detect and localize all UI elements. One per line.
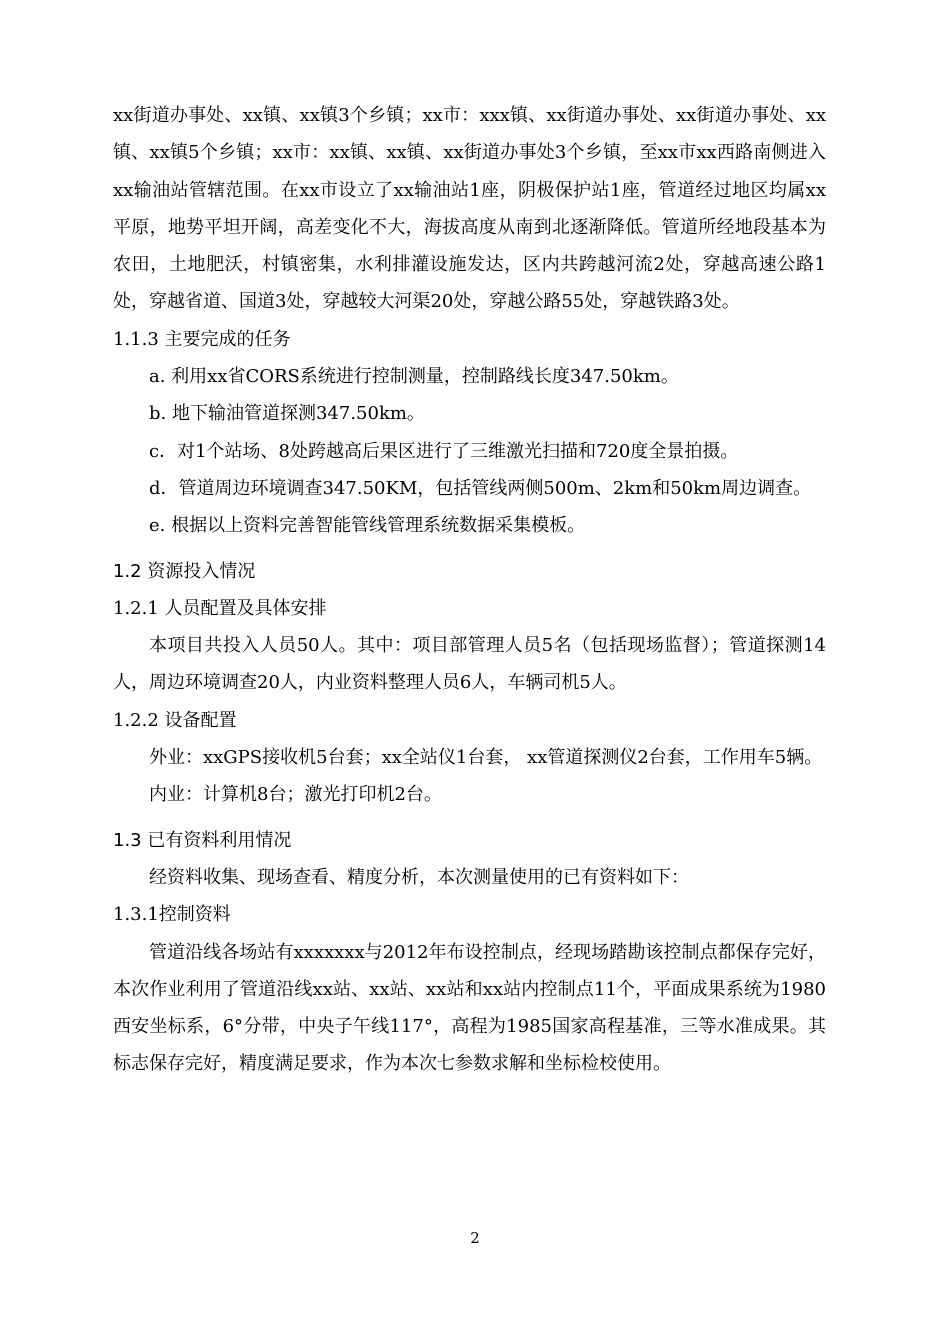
office-equipment-paragraph: 内业：计算机8台；激光打印机2台。 [149, 784, 442, 806]
page-body [113, 97, 826, 1083]
heading-1-2: 1.2 资源投入情况 [113, 560, 256, 582]
heading-1-3-1: 1.3.1控制资料 [113, 904, 231, 926]
task-item-a: a. 利用xx省CORS系统进行控制测量，控制路线长度347.50km。 [149, 366, 679, 388]
control-data-paragraph: 管道沿线各场站有xxxxxxx与2012年布设控制点，经现场踏勘该控制点都保存完好，本次作业利用了管道沿线xx站、xx站、xx站和xx站内控制点11个，平面成果系统为1980西安坐标系，6°分带，中央子午线117°，高程为1985国家高程基准，三等水准成果。其标志保存完好，精度满足要求，作为本次七参数求解和坐标检校使用。 [113, 941, 826, 1075]
task-item-d: d．管道周边环境调查347.50KM，包括管线两侧500m、2km和50km周边调查。 [149, 477, 812, 499]
task-item-e: e. 根据以上资料完善智能管线管理系统数据采集模板。 [149, 515, 586, 537]
heading-1-1-3: 1.1.3 主要完成的任务 [113, 328, 291, 350]
task-item-c: c．对1个站场、8处跨越高后果区进行了三维激光扫描和720度全景拍摄。 [149, 440, 739, 462]
heading-1-3: 1.3 已有资料利用情况 [113, 829, 292, 851]
staffing-paragraph: 本项目共投入人员50人。其中：项目部管理人员5名（包括现场监督）；管道探测14人，周边环境调查20人，内业资料整理人员6人，车辆司机5人。 [113, 635, 826, 694]
intro-paragraph: xx街道办事处、xx镇、xx镇3个乡镇；xx市：xxx镇、xx街道办事处、xx街道办事处、xx镇、xx镇5个乡镇；xx市：xx镇、xx镇、xx街道办事处3个乡镇，至xx市xx西路南侧进入xx输油站管辖范围。在xx市设立了xx输油站1座，阴极保护站1座，管道经过地区均属xx平原，地势平坦开阔，高差变化不大，海拔高度从南到北逐渐降低。管道所经地段基本为农田，土地肥沃，村镇密集，水利排灌设施发达，区内共跨越河流2处，穿越高速公路1处，穿越省道、国道3处，穿越较大河渠20处，穿越公路55处，穿越铁路3处。 [113, 105, 826, 313]
heading-1-2-2: 1.2.2 设备配置 [113, 709, 237, 731]
field-equipment-paragraph: 外业：xxGPS接收机5台套；xx全站仪1台套， xx管道探测仪2台套，工作用车5辆。 [149, 747, 823, 769]
page-number: 2 [470, 1229, 480, 1247]
existing-data-intro: 经资料收集、现场查看、精度分析，本次测量使用的已有资料如下： [149, 866, 689, 888]
heading-1-2-1: 1.2.1 人员配置及具体安排 [113, 597, 327, 619]
task-item-b: b. 地下输油管道探测347.50km。 [149, 403, 425, 425]
